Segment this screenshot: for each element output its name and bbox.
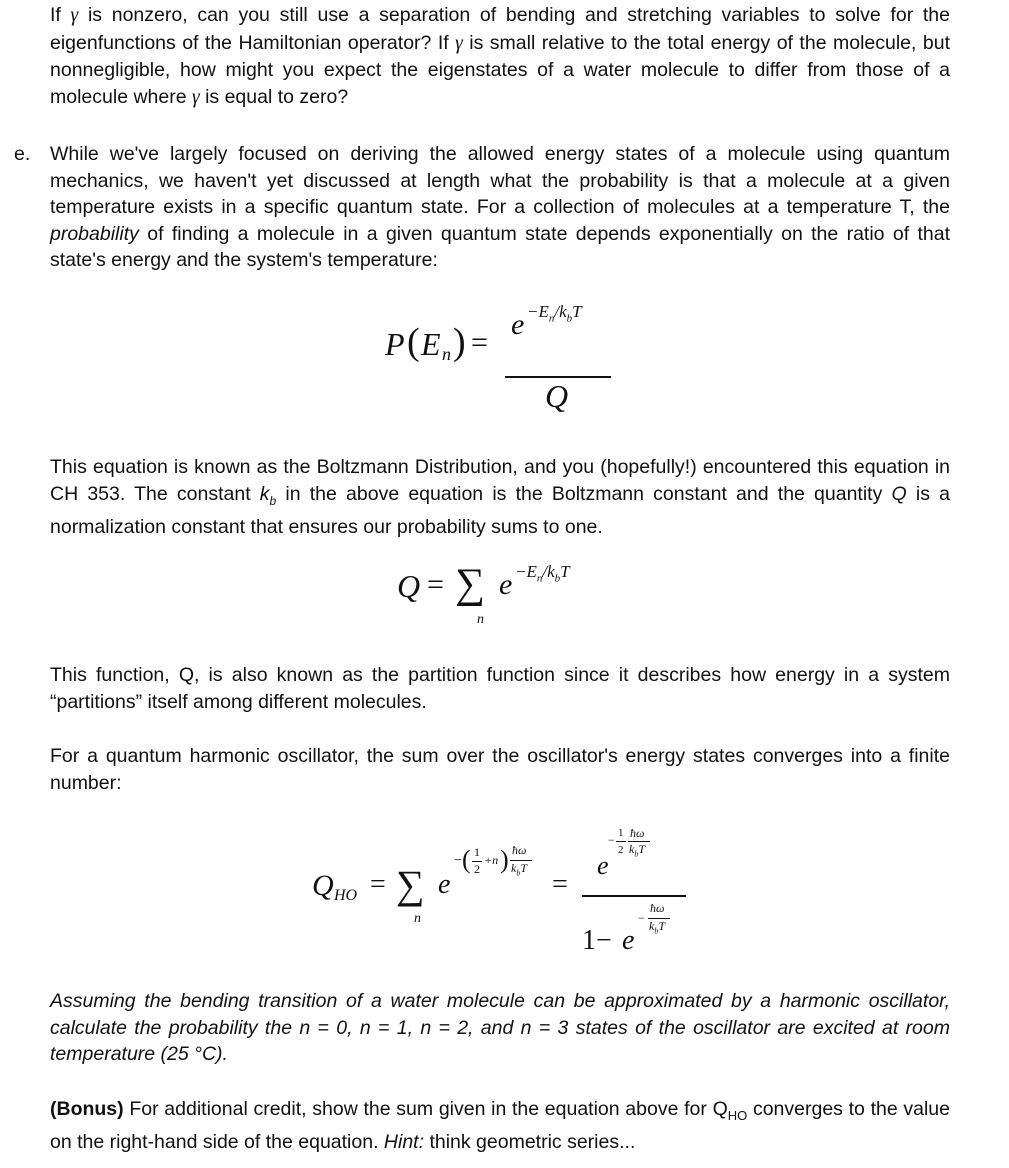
eq3-e: e xyxy=(438,869,451,900)
gamma-symbol: γ xyxy=(191,86,200,108)
bonus-label: (Bonus) xyxy=(50,1098,124,1120)
boltzmann-text-1: This equation is known as the Boltzmann Distribution, and you (hopefully!) encountered this equation in CH 353. The constant xyxy=(50,456,950,505)
eq3-num-hw: ħω xyxy=(630,826,645,840)
eq1-P: P xyxy=(385,326,405,362)
eq3-Q: Q xyxy=(312,869,334,902)
eq3-den-one-minus: 1− xyxy=(582,925,612,956)
eq3-equals-2: = xyxy=(552,869,568,900)
intro-text-4: is equal to zero? xyxy=(199,85,349,108)
part-e-text-1: While we've largely focused on deriving the allowed energy states of a molecule using quantum mechanics, we haven't yet discussed at length what the probability is that a molecule at a given temperature exists in a specific quantum state. For a collection of molecules at a temperature T, the xyxy=(50,143,950,218)
eq3-den-hw: ħω xyxy=(650,901,665,915)
boltzmann-equation xyxy=(385,302,625,428)
partition-paragraph xyxy=(50,662,950,715)
eq3-exp-minus: − xyxy=(454,853,462,868)
eq2-sigma: ∑ xyxy=(455,561,485,607)
partition-text: This function, Q, is also known as the partition function since it describes how energy in a system “partitions” itself among different molecules. xyxy=(50,664,950,713)
partition-equation xyxy=(397,560,617,640)
bonus-subscript: HO xyxy=(727,1107,748,1123)
eq2-sigma-sub: n xyxy=(477,612,484,627)
eq1-close-paren: ) xyxy=(453,321,466,363)
eq1-E: E xyxy=(421,326,441,362)
intro-paragraph xyxy=(50,2,950,111)
eq3-num-kbT: $k_bT$ xyxy=(629,842,646,859)
oscillator-paragraph xyxy=(50,743,950,796)
boltzmann-paragraph xyxy=(50,454,950,540)
hint-label: Hint: xyxy=(383,1131,425,1154)
eq1-den-Q: Q xyxy=(545,378,569,414)
eq3-exp-hw: ħω xyxy=(512,843,527,857)
eq3-exp-two: 2 xyxy=(474,862,480,876)
eq2-e: e xyxy=(499,568,513,601)
part-e-paragraph xyxy=(50,141,950,274)
eq3-exp-kbT: $k_bT$ xyxy=(511,861,528,878)
bonus-text-3: think geometric series... xyxy=(424,1131,636,1154)
intro-text-1: If xyxy=(50,4,71,26)
oscillator-text: For a quantum harmonic oscillator, the sum over the oscillator's energy states converges into a finite number: xyxy=(50,745,950,794)
boltzmann-text-2: in the above equation is the Boltzmann constant and the quantity xyxy=(276,482,892,505)
gamma-symbol: γ xyxy=(455,32,463,54)
eq3-den-minus: − xyxy=(638,911,645,925)
eq1-num-exp: $-E_n/k_bT$ xyxy=(527,302,582,325)
harmonic-oscillator-equation xyxy=(312,825,692,965)
eq1-equals: = xyxy=(471,326,488,359)
intro-text-2: is nonzero, can you still use a separation of bending and stretching variables to solve for the eigenfunctions of the Hamiltonian operator? If xyxy=(50,4,950,54)
eq3-num-one: 1 xyxy=(618,827,624,839)
boltzmann-text-3: is a normalization constant that ensures our probability sums to one. xyxy=(50,482,950,538)
Q-symbol: Q xyxy=(891,482,907,505)
intro-text-3: is small relative to the total energy of the molecule, but nonnegligible, how might you expect the eigenstates of a water molecule to differ from those of a molecule where xyxy=(50,31,951,108)
eq2-Q: Q xyxy=(397,568,421,604)
eq3-den-e: e xyxy=(622,925,635,956)
bonus-paragraph xyxy=(50,1096,950,1156)
eq3-num-minus: − xyxy=(608,833,615,847)
kb-symbol: k xyxy=(259,482,270,505)
eq3-exp-lparen: ( xyxy=(462,845,471,874)
eq3-num-e: e xyxy=(597,851,609,880)
gamma-symbol: γ xyxy=(70,5,79,26)
probability-emphasis: probability xyxy=(50,222,139,245)
eq3-num-two: 2 xyxy=(618,844,624,856)
eq2-exp: $-E_n/k_bT$ xyxy=(515,562,570,585)
eq3-sigma: ∑ xyxy=(396,862,425,907)
eq2-equals: = xyxy=(427,568,444,601)
part-e-marker: e. xyxy=(14,143,31,165)
kb-subscript: b xyxy=(269,493,277,508)
eq3-main-fraction-bar xyxy=(582,895,686,897)
question-text: Assuming the bending transition of a water molecule can be approximated by a harmonic oscillator, calculate the probability the n = 0, n = 1, n = 2, and n = 3 states of the oscillator are excited at room temperature (25 °C). xyxy=(50,990,950,1065)
bonus-text-2: converges to the value on the right-hand side of the equation. xyxy=(50,1098,950,1154)
eq3-equals-1: = xyxy=(370,869,386,900)
eq1-num-e: e xyxy=(511,308,525,341)
eq1-E-sub: n xyxy=(442,344,451,364)
part-e-text-2: of finding a molecule in a given quantum state depends exponentially on the ratio of that state's energy and the system's temperature: xyxy=(50,222,950,271)
eq3-exp-plus-n: +n xyxy=(484,853,499,867)
eq3-exp-rparen: ) xyxy=(500,845,509,874)
eq3-num-half-bar xyxy=(616,841,626,842)
eq3-sigma-sub: n xyxy=(414,911,421,926)
eq3-Q-sub: HO xyxy=(334,887,358,904)
bonus-text-1: For additional credit, show the sum given in the equation above for Q xyxy=(123,1098,728,1120)
eq1-open-paren: ( xyxy=(407,321,420,363)
eq3-den-kbT: $k_bT$ xyxy=(649,919,666,936)
eq3-exp-one: 1 xyxy=(474,845,480,859)
question-paragraph xyxy=(50,988,950,1068)
